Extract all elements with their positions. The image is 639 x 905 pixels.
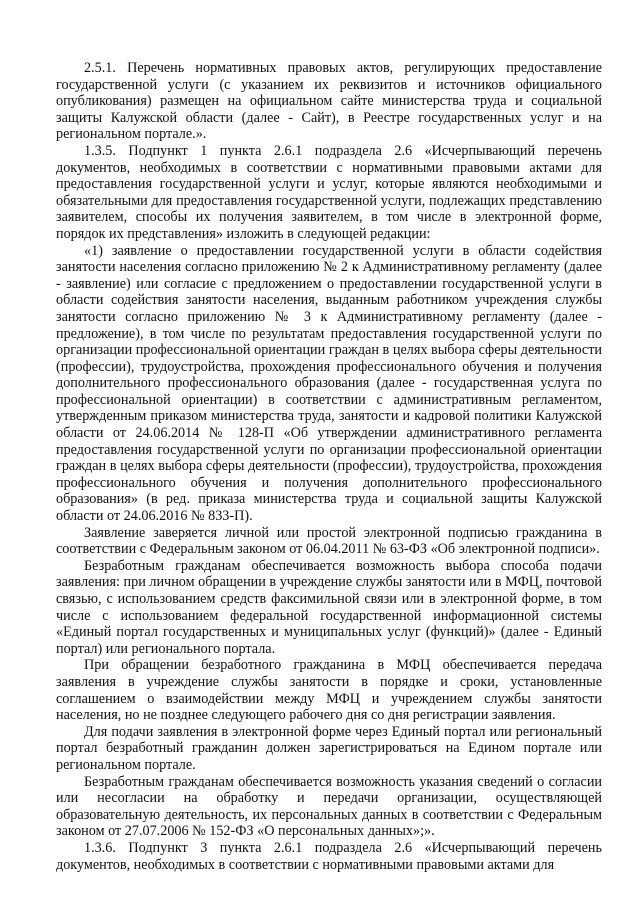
paragraph-personal-data: Безработным гражданам обеспечивается возможность указания сведений о согласии или несогласии на обработку и передачи организации, осуществляющей образовательную деятельность, их персональных данных в соответствии с Федеральным законом от 27.07.2006 № 152-ФЗ «О персональных данных»;».	[56, 773, 602, 840]
paragraph-submission-methods: Безработным гражданам обеспечивается возможность выбора способа подачи заявления: при личном обращении в учреждение службы занятости или в МФЦ, почтовой связью, с использованием средств факсимильной связи или в электронной форме, в том числе с использованием федеральной государственной информационной системы «Единый портал государственных и муниципальных услуг (функций)» (далее - Единый портал) или регионального портала.	[56, 557, 602, 657]
paragraph-electronic-registration: Для подачи заявления в электронной форме через Единый портал или региональный портал безработный гражданин должен зарегистрироваться на Едином портале или региональном портале.	[56, 723, 602, 773]
document-body	[56, 60, 602, 873]
paragraph-signature: Заявление заверяется личной или простой электронной подписью гражданина в соответствии с Федеральным законом от 06.04.2011 № 63-ФЗ «Об электронной подписи».	[56, 524, 602, 558]
paragraph-mfc: При обращении безработного гражданина в МФЦ обеспечивается передача заявления в учреждение службы занятости в порядке и сроки, установленные соглашением о взаимодействии между МФЦ и учреждением службы занятости населения, но не позднее следующего рабочего дня со дня регистрации заявления.	[56, 657, 602, 724]
paragraph-item-1: «1) заявление о предоставлении государственной услуги в области содействия занятости населения согласно приложению № 2 к Административному регламенту (далее - заявление) или согласие с предложением о предоставлении государственной услуги в области содействия занятости населения, выданным работником учреждения службы занятости согласно приложению № 3 к Административному регламенту (далее - предложение), в том числе по результатам предоставления государственной услуги по организации профессиональной ориентации граждан в целях выбора сферы деятельности (профессии), трудоустройства, прохождения профессионального обучения и получения дополнительного профессионального образования (далее - государственная услуга по профессиональной ориентации) в соответствии с административным регламентом, утвержденным приказом министерства труда, занятости и кадровой политики Калужской области от 24.06.2014 № 128-П «Об утверждении административного регламента предоставления государственной услуги по организации профессиональной ориентации граждан в целях выбора сферы деятельности (профессии), трудоустройства, прохождения профессионального обучения и получения дополнительного профессионального образования» (в ред. приказа министерства труда и социальной защиты Калужской области от 24.06.2016 № 833-П).	[56, 242, 602, 525]
paragraph-1-3-5: 1.3.5. Подпункт 1 пункта 2.6.1 подраздела 2.6 «Исчерпывающий перечень документов, необходимых в соответствии с нормативными правовыми актами для предоставления государственной услуги и услуг, которые являются необходимыми и обязательными для предоставления государственной услуги, подлежащих представлению заявителем, способы их получения заявителем, в том числе в электронной форме, порядок их представления» изложить в следующей редакции:	[56, 142, 602, 242]
paragraph-1-3-6: 1.3.6. Подпункт 3 пункта 2.6.1 подраздела 2.6 «Исчерпывающий перечень документов, необходимых в соответствии с нормативными правовыми актами для	[56, 839, 602, 873]
paragraph-2-5-1: 2.5.1. Перечень нормативных правовых актов, регулирующих предоставление государственной услуги (с указанием их реквизитов и источников официального опубликования) размещен на официальном сайте министерства труда и социальной защиты Калужской области (далее - Сайт), в Реестре государственных услуг и на региональном портале.».	[56, 60, 602, 143]
